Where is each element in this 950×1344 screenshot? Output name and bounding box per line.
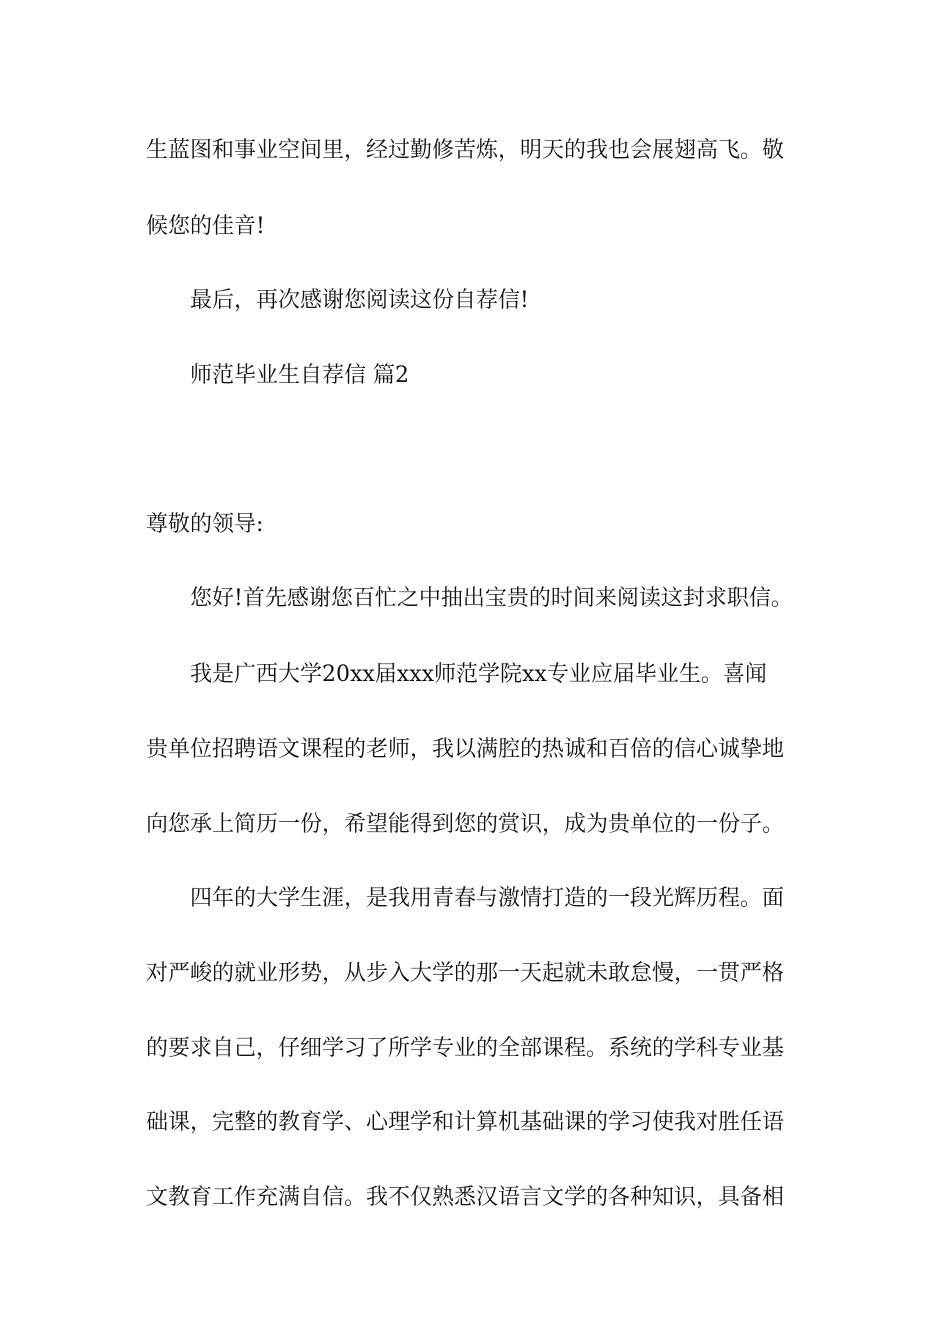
text-line: 候您的佳音! [146, 214, 265, 239]
text-line: 最后，再次感谢您阅读这份自荐信! [190, 288, 529, 313]
text-line: 对严峻的就业形势，从步入大学的那一天起就未敢怠慢，一贯严格 [146, 961, 785, 986]
text-line: 贵单位招聘语文课程的老师，我以满腔的热诚和百倍的信心诚挚地 [146, 737, 785, 762]
salutation: 尊敬的领导: [146, 512, 264, 537]
text-line: 四年的大学生涯，是我用青春与激情打造的一段光辉历程。面 [190, 886, 785, 911]
text-line: 础课，完整的教育学、心理学和计算机基础课的学习使我对胜任语 [146, 1110, 785, 1135]
text-line: 生蓝图和事业空间里，经过勤修苦炼，明天的我也会展翅高飞。敬 [146, 138, 785, 163]
text-line: 的要求自己，仔细学习了所学专业的全部课程。系统的学科专业基 [146, 1036, 785, 1061]
text-line: 文教育工作充满自信。我不仅熟悉汉语言文学的各种知识，具备相 [146, 1185, 785, 1210]
section-heading: 师范毕业生自荐信 篇2 [190, 363, 409, 388]
text-line: 您好!首先感谢您百忙之中抽出宝贵的时间来阅读这封求职信。 [190, 586, 793, 611]
text-line: 向您承上简历一份，希望能得到您的赏识，成为贵单位的一份子。 [146, 812, 785, 837]
text-line: 我是广西大学20xx届xxx师范学院xx专业应届毕业生。喜闻 [190, 662, 767, 687]
